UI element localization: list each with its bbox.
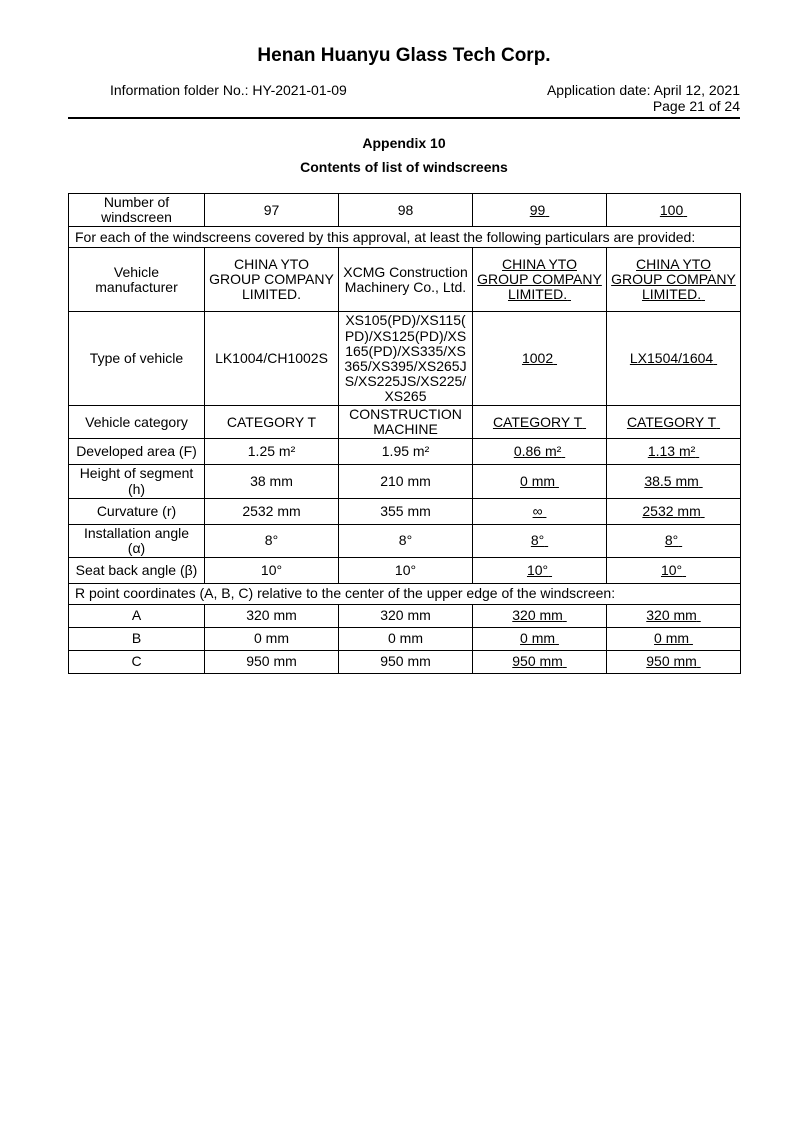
cell-windscreen-97: 1.25 m²: [205, 439, 339, 465]
application-date: Application date: April 12, 2021: [546, 82, 740, 98]
cell-windscreen-98: 8°: [339, 524, 473, 557]
cell-windscreen-100: 0 mm: [607, 627, 741, 650]
cell-windscreen-99: 950 mm: [473, 650, 607, 673]
row-label: Vehicle category: [69, 406, 205, 439]
table-row-number-of-windscreen: [69, 194, 741, 227]
table-row-note: [69, 227, 741, 248]
cell-windscreen-97: 320 mm: [205, 604, 339, 627]
row-label: Installation angle (α): [69, 524, 205, 557]
cell-windscreen-97: LK1004/CH1002S: [205, 312, 339, 406]
cell-windscreen-97: 38 mm: [205, 465, 339, 498]
cell-windscreen-97: 2532 mm: [205, 498, 339, 524]
cell-windscreen-97: 97: [205, 194, 339, 227]
meta-right-block: [547, 83, 740, 115]
cell-windscreen-100: CATEGORY T: [607, 406, 741, 439]
cell-windscreen-99: 0 mm: [473, 627, 607, 650]
cell-windscreen-100: LX1504/1604: [607, 312, 741, 406]
row-label: A: [69, 604, 205, 627]
cell-windscreen-100: CHINA YTO GROUP COMPANY LIMITED.: [607, 248, 741, 312]
company-title: Henan Huanyu Glass Tech Corp.: [257, 45, 551, 66]
cell-windscreen-99: ∞: [473, 498, 607, 524]
cell-windscreen-99: 99: [473, 194, 607, 227]
cell-windscreen-100: 10°: [607, 557, 741, 583]
table-row-height-of-segment: [69, 465, 741, 498]
r-point-note: R point coordinates (A, B, C) relative to the center of the upper edge of the windscreen:: [69, 583, 741, 604]
cell-windscreen-99: 10°: [473, 557, 607, 583]
windscreens-table: [68, 193, 741, 674]
cell-windscreen-100: 950 mm: [607, 650, 741, 673]
cell-windscreen-99: 320 mm: [473, 604, 607, 627]
cell-windscreen-100: 2532 mm: [607, 498, 741, 524]
cell-windscreen-98: CONSTRUCTION MACHINE: [339, 406, 473, 439]
table-row-r-point-note: [69, 583, 741, 604]
row-label: C: [69, 650, 205, 673]
table-row-curvature: [69, 498, 741, 524]
cell-windscreen-97: 0 mm: [205, 627, 339, 650]
table-row-vehicle-category: [69, 406, 741, 439]
cell-windscreen-98: 10°: [339, 557, 473, 583]
cell-windscreen-97: 8°: [205, 524, 339, 557]
document-subtitle: Contents of list of windscreens: [300, 159, 508, 175]
cell-windscreen-97: CATEGORY T: [205, 406, 339, 439]
cell-windscreen-99: 1002: [473, 312, 607, 406]
table-row-coordinate-b: [69, 627, 741, 650]
appendix-title: Appendix 10: [362, 135, 446, 151]
cell-windscreen-98: 950 mm: [339, 650, 473, 673]
cell-windscreen-98: 98: [339, 194, 473, 227]
cell-windscreen-100: 320 mm: [607, 604, 741, 627]
cell-windscreen-98: XCMG Construction Machinery Co., Ltd.: [339, 248, 473, 312]
cell-windscreen-100: 8°: [607, 524, 741, 557]
cell-windscreen-98: 355 mm: [339, 498, 473, 524]
cell-windscreen-98: 0 mm: [339, 627, 473, 650]
table-row-type-of-vehicle: [69, 312, 741, 406]
cell-windscreen-100: 1.13 m²: [607, 439, 741, 465]
row-label: Type of vehicle: [69, 312, 205, 406]
cell-windscreen-99: CATEGORY T: [473, 406, 607, 439]
cell-windscreen-100: 100: [607, 194, 741, 227]
cell-windscreen-98: 1.95 m²: [339, 439, 473, 465]
row-label: Height of segment (h): [69, 465, 205, 498]
page-indicator: Page 21 of 24: [652, 98, 740, 114]
cell-windscreen-99: 8°: [473, 524, 607, 557]
row-label: Vehicle manufacturer: [69, 248, 205, 312]
row-label: Seat back angle (β): [69, 557, 205, 583]
cell-windscreen-99: CHINA YTO GROUP COMPANY LIMITED.: [473, 248, 607, 312]
cell-windscreen-99: 0.86 m²: [473, 439, 607, 465]
particulars-note: For each of the windscreens covered by this approval, at least the following particulars are provided:: [69, 227, 741, 248]
row-label: Curvature (r): [69, 498, 205, 524]
table-row-developed-area: [69, 439, 741, 465]
cell-windscreen-97: CHINA YTO GROUP COMPANY LIMITED.: [205, 248, 339, 312]
cell-windscreen-97: 950 mm: [205, 650, 339, 673]
info-folder-number: Information folder No.: HY-2021-01-09: [110, 82, 347, 98]
table-row-coordinate-a: [69, 604, 741, 627]
row-label: Number of windscreen: [69, 194, 205, 227]
row-label: B: [69, 627, 205, 650]
cell-windscreen-100: 38.5 mm: [607, 465, 741, 498]
table-row-vehicle-manufacturer: [69, 248, 741, 312]
cell-windscreen-98: 210 mm: [339, 465, 473, 498]
table-row-installation-angle: [69, 524, 741, 557]
document-meta: [68, 83, 740, 119]
table-row-coordinate-c: [69, 650, 741, 673]
row-label: Developed area (F): [69, 439, 205, 465]
cell-windscreen-98: XS105(PD)/XS115(PD)/XS125(PD)/XS165(PD)/XS335/XS365/XS395/XS265JS/XS225JS/XS225/XS265: [339, 312, 473, 406]
table-row-seat-back-angle: [69, 557, 741, 583]
cell-windscreen-99: 0 mm: [473, 465, 607, 498]
cell-windscreen-97: 10°: [205, 557, 339, 583]
cell-windscreen-98: 320 mm: [339, 604, 473, 627]
